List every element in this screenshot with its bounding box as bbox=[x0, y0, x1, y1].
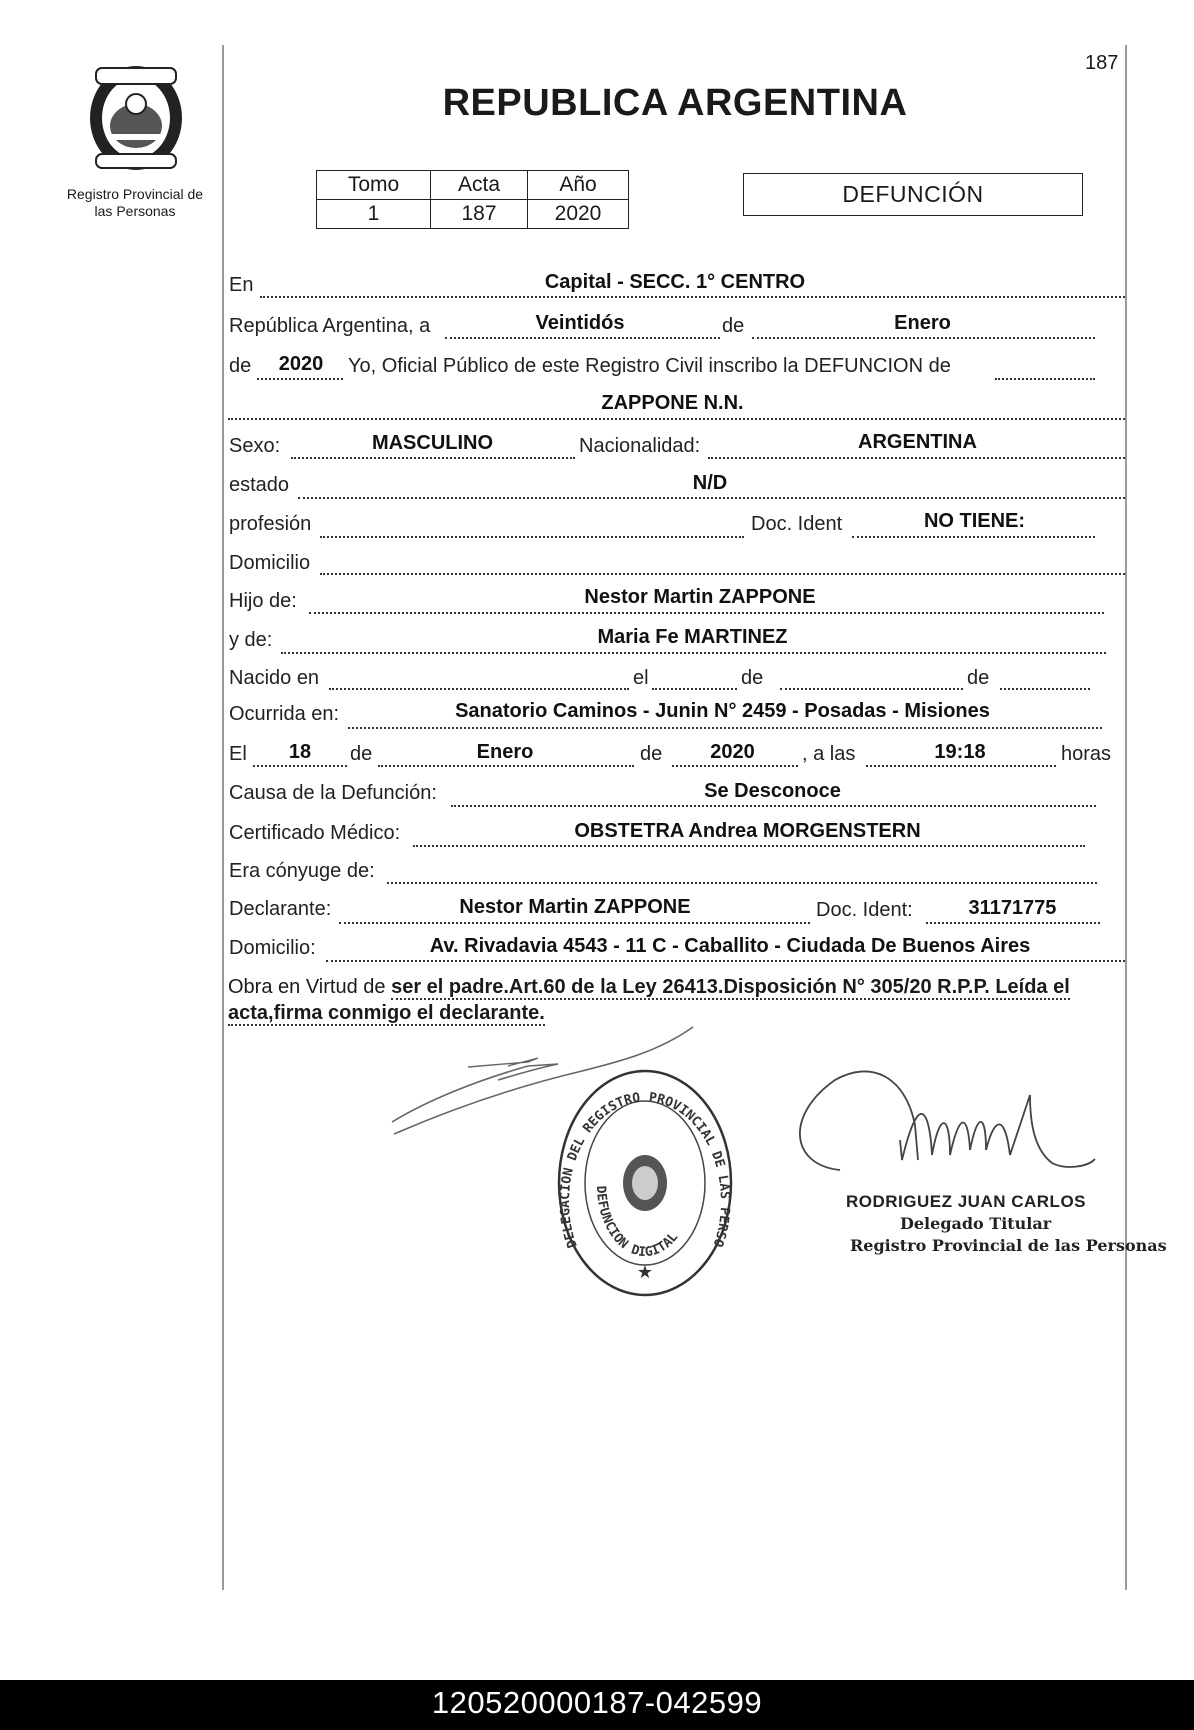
value-ocurrida: Sanatorio Caminos - Junin N° 2459 - Posadas - Misiones bbox=[455, 700, 990, 722]
official-signature bbox=[790, 1055, 1100, 1190]
dots-padre bbox=[309, 612, 1104, 614]
signatory-name: RODRIGUEZ JUAN CARLOS bbox=[846, 1192, 1087, 1211]
value-declarante: Nestor Martin ZAPPONE bbox=[459, 896, 691, 918]
label-declarante: Declarante: bbox=[229, 898, 332, 920]
footer-code: 120520000187-042599 bbox=[431, 1685, 763, 1720]
label-hijo-de: Hijo de: bbox=[229, 590, 297, 612]
value-nacionalidad: ARGENTINA bbox=[858, 431, 977, 453]
value-tomo: 1 bbox=[317, 200, 431, 229]
page-title: REPUBLICA ARGENTINA bbox=[442, 82, 908, 124]
label-obra: Obra en Virtud de bbox=[228, 976, 386, 998]
dots-estado bbox=[298, 497, 1125, 499]
dots-nacido-lugar bbox=[329, 688, 629, 690]
dots-domicilio-declarante bbox=[326, 960, 1125, 962]
dots-declarante bbox=[339, 922, 810, 924]
dots-doc-ident bbox=[852, 536, 1095, 538]
dots-profesion bbox=[320, 536, 744, 538]
value-anio: 2020 bbox=[528, 200, 629, 229]
obra-en-virtud bbox=[228, 974, 1123, 1026]
label-en: En bbox=[229, 274, 254, 296]
dots-ocurrida bbox=[348, 727, 1102, 729]
value-anio-fallec: 2020 bbox=[710, 741, 755, 763]
value-doc-ident: NO TIENE: bbox=[923, 510, 1026, 532]
value-domicilio-declarante: Av. Rivadavia 4543 - 11 C - Caballito - Ciudada De Buenos Aires bbox=[429, 935, 1031, 957]
signatory-role: Delegado Titular bbox=[900, 1214, 1052, 1233]
label-yo: Yo, Oficial Público de este Registro Civil inscribo la DEFUNCION de bbox=[348, 355, 951, 377]
label-de-nacido-2: de bbox=[967, 667, 990, 689]
label-conyuge: Era cónyuge de: bbox=[229, 860, 375, 882]
dots-nombre bbox=[228, 418, 1125, 420]
label-domicilio: Domicilio bbox=[229, 552, 311, 574]
value-dia: Veintidós bbox=[535, 312, 625, 334]
dots-dia-fallec bbox=[253, 765, 347, 767]
dots-nacionalidad bbox=[708, 457, 1125, 459]
dots-mes-fallec bbox=[378, 765, 634, 767]
value-hora: 19:18 bbox=[934, 741, 986, 763]
left-margin-line bbox=[222, 45, 224, 1590]
dots-doc-declarante bbox=[926, 922, 1100, 924]
label-el-nacido: el bbox=[633, 667, 649, 689]
value-estado: N/D bbox=[692, 472, 728, 494]
label-profesion: profesión bbox=[229, 513, 312, 535]
header-anio: Año bbox=[528, 171, 629, 200]
label-certificado: Certificado Médico: bbox=[229, 822, 401, 844]
value-certificado: OBSTETRA Andrea MORGENSTERN bbox=[574, 820, 921, 842]
label-doc-ident: Doc. Ident bbox=[751, 513, 843, 535]
value-anio-acta: 2020 bbox=[278, 353, 324, 375]
dots-domicilio bbox=[320, 573, 1125, 575]
dots-causa bbox=[451, 805, 1096, 807]
act-type-box: DEFUNCIÓN bbox=[743, 173, 1083, 216]
value-causa: Se Desconoce bbox=[704, 780, 841, 802]
label-doc-ident-declarante: Doc. Ident: bbox=[816, 899, 913, 921]
label-nacido-en: Nacido en bbox=[229, 667, 320, 689]
label-causa: Causa de la Defunción: bbox=[229, 782, 437, 804]
logo-caption: Registro Provincial de las Personas bbox=[66, 186, 204, 219]
value-nombre: ZAPPONE N.N. bbox=[601, 392, 744, 414]
page-number: 187 bbox=[1085, 52, 1119, 74]
dots-dia bbox=[445, 337, 720, 339]
dots-lugar bbox=[260, 296, 1125, 298]
label-de-1: de bbox=[722, 315, 745, 337]
footer-code-bar bbox=[0, 1680, 1194, 1730]
value-mes: Enero bbox=[894, 312, 951, 334]
header-acta: Acta bbox=[431, 171, 528, 200]
label-de-2: de bbox=[229, 355, 252, 377]
dots-madre bbox=[281, 652, 1106, 654]
dots-mes bbox=[752, 337, 1095, 339]
label-horas: horas bbox=[1061, 743, 1112, 765]
value-madre: Maria Fe MARTINEZ bbox=[597, 626, 788, 648]
dots-certificado bbox=[413, 845, 1085, 847]
stamp-inner-text: DEFUNCION DIGITAL bbox=[592, 1185, 682, 1261]
stamp-star-icon: ★ bbox=[636, 1262, 654, 1282]
signatory-office: Registro Provincial de las Personas bbox=[850, 1236, 1167, 1255]
dots-conyuge bbox=[387, 882, 1097, 884]
label-nacionalidad: Nacionalidad: bbox=[579, 435, 701, 457]
dots-anio-fallec bbox=[672, 765, 798, 767]
value-padre: Nestor Martin ZAPPONE bbox=[584, 586, 816, 608]
label-de-fallec-1: de bbox=[350, 743, 373, 765]
label-de-fallec-2: de bbox=[640, 743, 663, 765]
value-sexo: MASCULINO bbox=[371, 432, 494, 454]
label-sexo: Sexo: bbox=[229, 435, 281, 457]
stamp-outer-text: DELEGACION DEL REGISTRO PROVINCIAL DE LAS PERSO bbox=[557, 1090, 733, 1250]
dots-hora bbox=[866, 765, 1056, 767]
label-republica: República Argentina, a bbox=[229, 315, 431, 337]
dots-nacido-dia bbox=[652, 688, 737, 690]
dots-nacido-anio bbox=[1000, 688, 1090, 690]
value-obra: ser el padre.Art.60 de la Ley 26413.Disposición N° 305/20 R.P.P. Leída el acta,firma conmigo el declarante. bbox=[228, 976, 1070, 1024]
dots-defuncion-de bbox=[995, 378, 1095, 380]
label-estado: estado bbox=[229, 474, 290, 496]
official-stamp bbox=[555, 1066, 735, 1300]
label-domicilio-declarante: Domicilio: bbox=[229, 937, 316, 959]
label-ocurrida-en: Ocurrida en: bbox=[229, 703, 340, 725]
label-de-nacido-1: de bbox=[741, 667, 764, 689]
logo-text bbox=[90, 172, 182, 173]
province-seal-logo bbox=[82, 56, 190, 174]
dots-sexo bbox=[291, 457, 575, 459]
label-y-de: y de: bbox=[229, 629, 273, 651]
value-dia-fallec: 18 bbox=[288, 741, 312, 763]
right-margin-line bbox=[1125, 45, 1127, 1590]
dots-anio bbox=[257, 378, 343, 380]
header-tomo: Tomo bbox=[317, 171, 431, 200]
value-doc-declarante: 31171775 bbox=[968, 897, 1057, 919]
label-el: El bbox=[229, 743, 247, 765]
registry-table bbox=[316, 170, 629, 229]
value-acta: 187 bbox=[431, 200, 528, 229]
value-mes-fallec: Enero bbox=[476, 741, 534, 763]
value-lugar: Capital - SECC. 1° CENTRO bbox=[544, 271, 806, 293]
dots-nacido-mes bbox=[780, 688, 963, 690]
label-a-las: , a las bbox=[802, 743, 856, 765]
